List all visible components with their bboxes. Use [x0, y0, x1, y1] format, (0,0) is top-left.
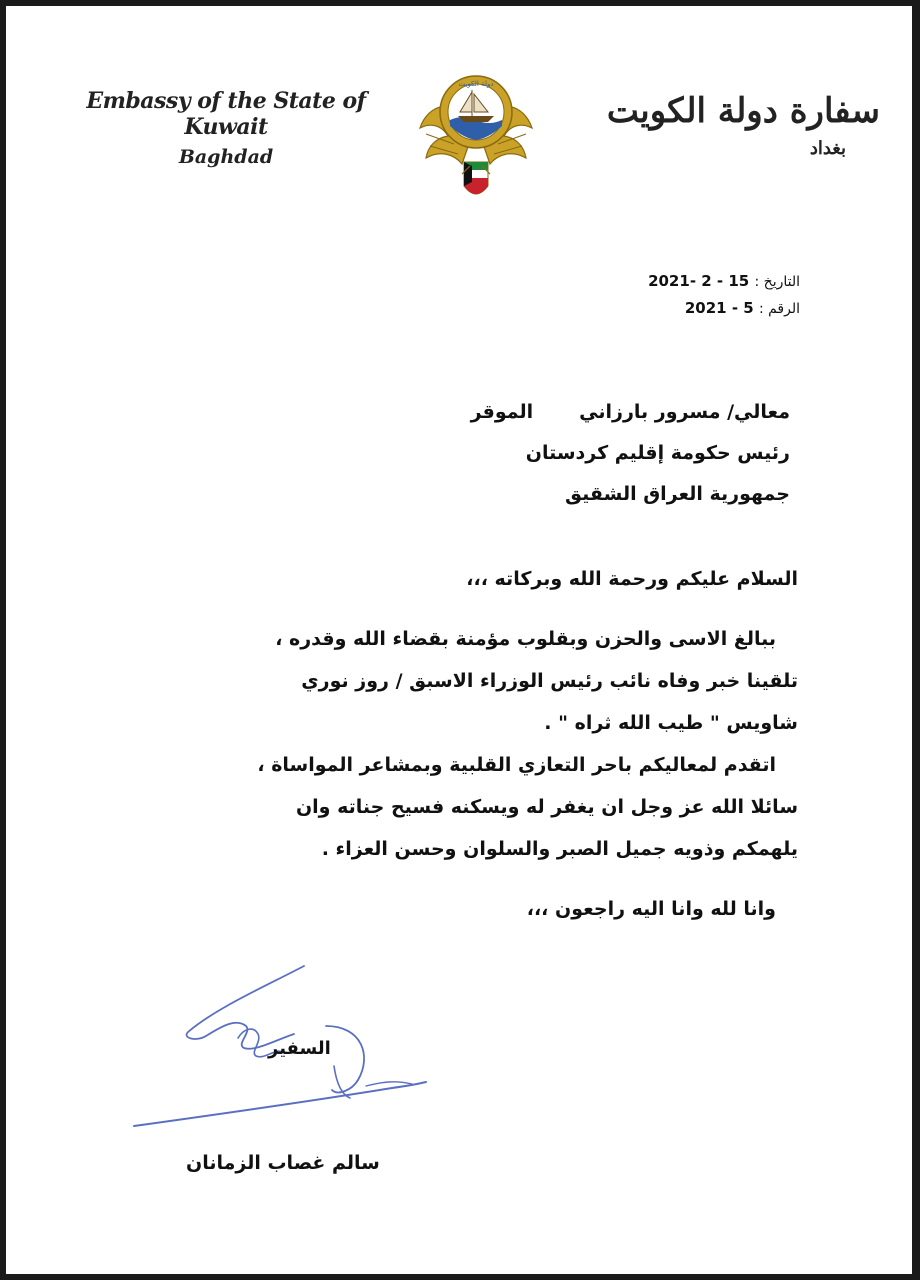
english-embassy-name: Embassy of the State of Kuwait: [86, 88, 366, 140]
english-city: Baghdad: [178, 146, 274, 168]
number-row: [648, 295, 800, 322]
number-label: الرقم :: [758, 301, 800, 317]
reference-block: [648, 268, 800, 322]
arabic-city: بغداد: [809, 138, 846, 159]
signatory-name: سالم غصاب الزمانان: [186, 1152, 380, 1174]
paragraph-2-line-3: يلهمكم وذويه جميل الصبر والسلوان وحسن العزاء .: [321, 838, 798, 860]
addressee-honorific: الموقر: [470, 401, 534, 423]
addressee-block: [270, 392, 790, 515]
paragraph-1-line-2: تلقينا خبر وفاه نائب رئيس الوزراء الاسبق / روز نوري: [301, 670, 798, 692]
emblem-ribbon-text: دولة الكويت: [458, 80, 494, 88]
english-letterhead: [76, 88, 376, 168]
addressee-line-2: رئيس حكومة إقليم كردستان: [525, 442, 790, 464]
paragraph-1-line-3: شاويس " طيب الله ثراه " .: [544, 712, 798, 734]
arabic-embassy-name: سفارة دولة الكويت: [606, 91, 880, 131]
letter-body: [118, 558, 798, 930]
paragraph-2-line-1: اتقدم لمعاليكم باحر التعازي القلبية وبمشاعر المواساة ،: [257, 754, 776, 776]
addressee-line-1: [270, 392, 790, 433]
date-row: [648, 268, 800, 295]
paragraph-1-line-1: ببالغ الاسى والحزن وبقلوب مؤمنة بقضاء الله وقدره ،: [275, 628, 776, 650]
kuwait-emblem-icon: [414, 66, 538, 208]
arabic-letterhead: [600, 90, 880, 159]
signatory-title: السفير: [268, 1038, 331, 1059]
letter-page: [6, 6, 912, 1274]
date-value: 15 - 2 -2021: [648, 272, 750, 290]
date-label: التاريخ :: [754, 274, 800, 290]
greeting: السلام عليكم ورحمة الله وبركاته ،،،: [466, 568, 798, 590]
paragraph-2-line-2: سائلا الله عز وجل ان يغفر له ويسكنه فسيح جناته وان: [295, 796, 798, 818]
closing-line: وانا لله وانا اليه راجعون ،،،: [526, 898, 776, 920]
number-value: 5 - 2021: [684, 299, 754, 317]
addressee-line-3: جمهورية العراق الشقيق: [565, 483, 790, 505]
addressee-name: معالي/ مسرور بارزاني: [579, 401, 790, 423]
